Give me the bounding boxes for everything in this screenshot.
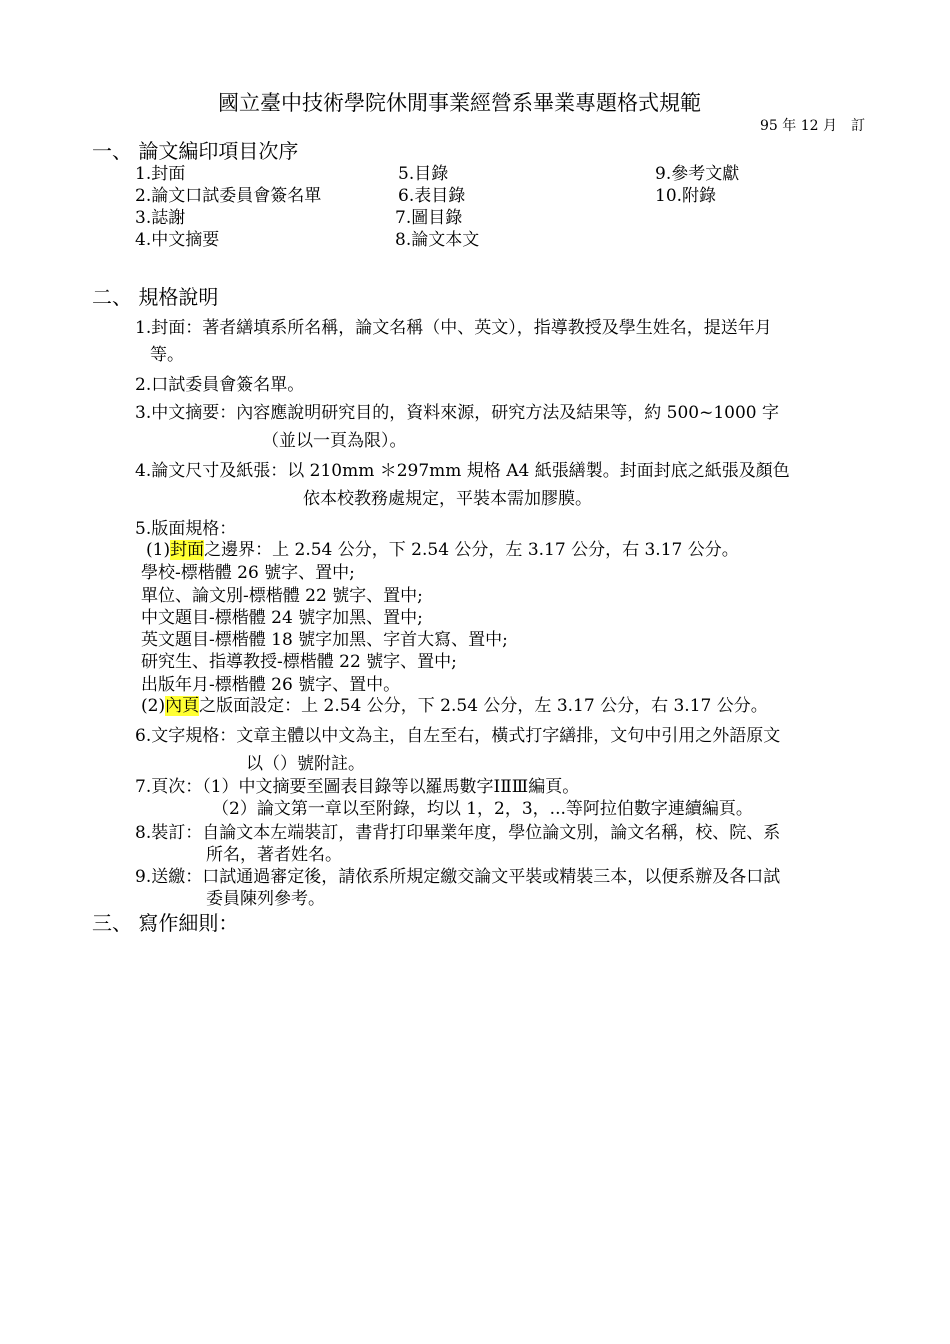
inner-margin-line xyxy=(141,698,768,715)
paragraph-line: 6.文字規格：文章主體以中文為主，自左至右，橫式打字繕排，文句中引用之外語原文 xyxy=(135,726,781,746)
paragraph-line: （並以一頁為限）。 xyxy=(262,431,407,451)
list-item: 9.參考文獻 xyxy=(655,164,740,184)
paragraph-line: 7.頁次：（1）中文摘要至圖表目錄等以羅馬數字ⅠⅡⅢ編頁。 xyxy=(135,777,580,797)
section-1-heading: 一、 論文編印項目次序 xyxy=(92,139,299,163)
highlighted-term: 封面 xyxy=(170,540,205,560)
paragraph-line: 學校-標楷體 26 號字、置中; xyxy=(141,563,355,583)
paragraph-line: 等。 xyxy=(150,345,184,365)
list-item: 5.目錄 xyxy=(398,164,449,184)
paragraph-line: （2）論文第一章以至附錄，均以 1，2，3，...等阿拉伯數字連續編頁。 xyxy=(212,799,753,819)
item-number: (1) xyxy=(146,540,171,560)
revision-date: 95 年 12 月 訂 xyxy=(760,118,865,134)
paragraph-line: 3.中文摘要：內容應說明研究目的，資料來源，研究方法及結果等，約 500~1000 字 xyxy=(135,403,779,423)
list-item: 6.表目錄 xyxy=(398,186,466,206)
paragraph-line: 研究生、指導教授-標楷體 22 號字、置中; xyxy=(141,652,457,672)
margin-spec: 之版面設定：上 2.54 公分，下 2.54 公分，左 3.17 公分，右 3.17 公分。 xyxy=(199,696,768,716)
list-item: 8.論文本文 xyxy=(395,230,480,250)
section-3-heading: 三、 寫作細則： xyxy=(92,911,239,935)
paragraph-line: 依本校教務處規定，平裝本需加膠膜。 xyxy=(303,489,592,509)
highlighted-term: 內頁 xyxy=(165,696,200,716)
paragraph-line: 所名，著者姓名。 xyxy=(206,845,342,865)
paragraph-line: 1.封面：著者繕填系所名稱，論文名稱（中、英文），指導教授及學生姓名，提送年月 xyxy=(135,318,772,338)
list-item: 1.封面 xyxy=(135,164,186,184)
paragraph-line: 9.送繳：口試通過審定後，請依系所規定繳交論文平裝或精裝三本，以便系辦及各口試 xyxy=(135,867,781,887)
paragraph-line: 英文題目-標楷體 18 號字加黑、字首大寫、置中; xyxy=(141,630,508,650)
item-number: (2) xyxy=(141,696,166,716)
paragraph-line: 委員陳列參考。 xyxy=(206,889,325,909)
paragraph-line: 8.裝訂：自論文本左端裝訂，書背打印畢業年度，學位論文別，論文名稱，校、院、系 xyxy=(135,823,781,843)
cover-margin-line xyxy=(146,542,739,559)
list-item: 7.圖目錄 xyxy=(395,208,463,228)
document-title: 國立臺中技術學院休閒事業經營系畢業專題格式規範 xyxy=(218,91,701,115)
paragraph-line: 以（）號附註。 xyxy=(246,754,365,774)
margin-spec: 之邊界：上 2.54 公分，下 2.54 公分，左 3.17 公分，右 3.17 公分。 xyxy=(204,540,739,560)
section-2-heading: 二、 規格說明 xyxy=(92,285,219,309)
paragraph-line: 5.版面規格： xyxy=(135,519,237,539)
paragraph-line: 4.論文尺寸及紙張：以 210mm ＊297mm 規格 A4 紙張繕製。封面封底之紙張及顏色 xyxy=(135,461,790,481)
list-item: 10.附錄 xyxy=(655,186,717,206)
list-item: 2.論文口試委員會簽名單 xyxy=(135,186,322,206)
paragraph-line: 單位、論文別-標楷體 22 號字、置中; xyxy=(141,586,423,606)
list-item: 3.誌謝 xyxy=(135,208,186,228)
paragraph-line: 中文題目-標楷體 24 號字加黑、置中; xyxy=(141,608,423,628)
paragraph-line: 出版年月-標楷體 26 號字、置中。 xyxy=(141,675,401,695)
list-item: 4.中文摘要 xyxy=(135,230,220,250)
paragraph-line: 2.口試委員會簽名單。 xyxy=(135,375,305,395)
